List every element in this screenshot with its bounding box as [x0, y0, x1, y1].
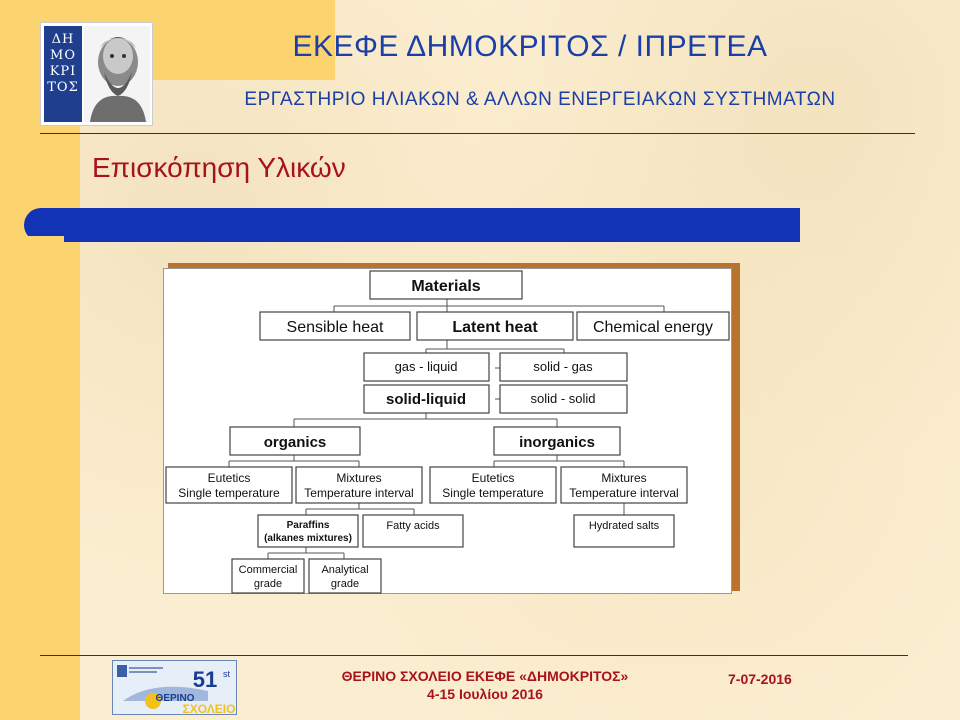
label-inorg-eutetics-2: Single temperature: [442, 486, 544, 500]
footer-line-1: ΘΕΡΙΝΟ ΣΧΟΛΕΙΟ ΕΚΕΦΕ «ΔΗΜΟΚΡΙΤΟΣ»: [341, 668, 629, 684]
label-fatty-acids: Fatty acids: [386, 520, 440, 532]
logo-letters-2: ΜΟ: [50, 48, 76, 63]
label-analytical-2: grade: [330, 578, 360, 590]
logo-number: 51: [192, 667, 218, 692]
label-inorganics: inorganics: [519, 434, 595, 451]
logo-letters-3: ΚΡΙ: [49, 64, 77, 79]
page-title: ΕΚΕΦΕ ΔΗΜΟΚΡΙΤΟΣ / ΙΠΡΕΤΕΑ: [292, 30, 768, 63]
label-commercial-1: Commercial: [238, 564, 298, 576]
summer-school-logo-graphic: [113, 661, 237, 715]
label-sensible-heat: Sensible heat: [286, 319, 384, 336]
footer-line-2: 4-15 Ιουλίου 2016: [427, 686, 543, 702]
label-solid-liquid: solid-liquid: [386, 391, 466, 408]
accent-bar-notch: [24, 236, 64, 242]
logo-word-1: ΘΕΡΙΝΟ: [155, 693, 195, 704]
logo-number-suffix: st: [223, 669, 231, 679]
header-divider: [40, 133, 915, 134]
logo-letters-1: ΔΗ: [51, 32, 75, 47]
label-gas-liquid: gas - liquid: [394, 359, 458, 374]
label-org-eutetics-1: Eutetics: [207, 471, 251, 485]
label-solid-solid: solid - solid: [530, 391, 596, 406]
label-inorg-mixtures-1: Mixtures: [601, 471, 647, 485]
label-org-mixtures-2: Temperature interval: [304, 486, 414, 500]
label-materials: Materials: [411, 278, 481, 295]
label-chemical-energy: Chemical energy: [592, 319, 714, 336]
materials-diagram: [163, 268, 732, 594]
footer-date: 7-07-2016: [728, 671, 792, 687]
page-subtitle: ΕΡΓΑΣΤΗΡΙΟ ΗΛΙΑΚΩΝ & ΑΛΛΩΝ ΕΝΕΡΓΕΙΑΚΩΝ ΣΥΣΤΗΜΑΤΩΝ: [244, 89, 836, 110]
summer-school-logo: [112, 660, 237, 715]
label-org-eutetics-2: Single temperature: [178, 486, 280, 500]
bust-portrait-icon: [84, 26, 150, 122]
logo-letters-4: ΤΟΣ: [47, 80, 79, 95]
logo-word-2: ΣΧΟΛΕΙΟ: [182, 702, 236, 715]
label-latent-heat: Latent heat: [452, 319, 538, 336]
label-inorg-mixtures-2: Temperature interval: [569, 486, 679, 500]
logo-text-column: [44, 26, 82, 122]
section-title: Επισκόπηση Υλικών: [92, 152, 346, 183]
footer-event: [280, 667, 690, 703]
label-analytical-1: Analytical: [321, 564, 369, 576]
footer-divider: [40, 655, 908, 656]
demokritos-logo: [40, 22, 153, 126]
label-org-mixtures-1: Mixtures: [336, 471, 382, 485]
label-hydrated-salts: Hydrated salts: [588, 520, 660, 532]
materials-tree: [164, 269, 733, 595]
accent-bar: [24, 208, 800, 242]
label-organics: organics: [263, 434, 327, 451]
label-inorg-eutetics-1: Eutetics: [471, 471, 515, 485]
label-commercial-2: grade: [253, 578, 283, 590]
label-paraffins-1: Paraffins: [286, 520, 330, 531]
label-paraffins-2: (alkanes mixtures): [264, 533, 352, 544]
label-solid-gas: solid - gas: [533, 359, 593, 374]
